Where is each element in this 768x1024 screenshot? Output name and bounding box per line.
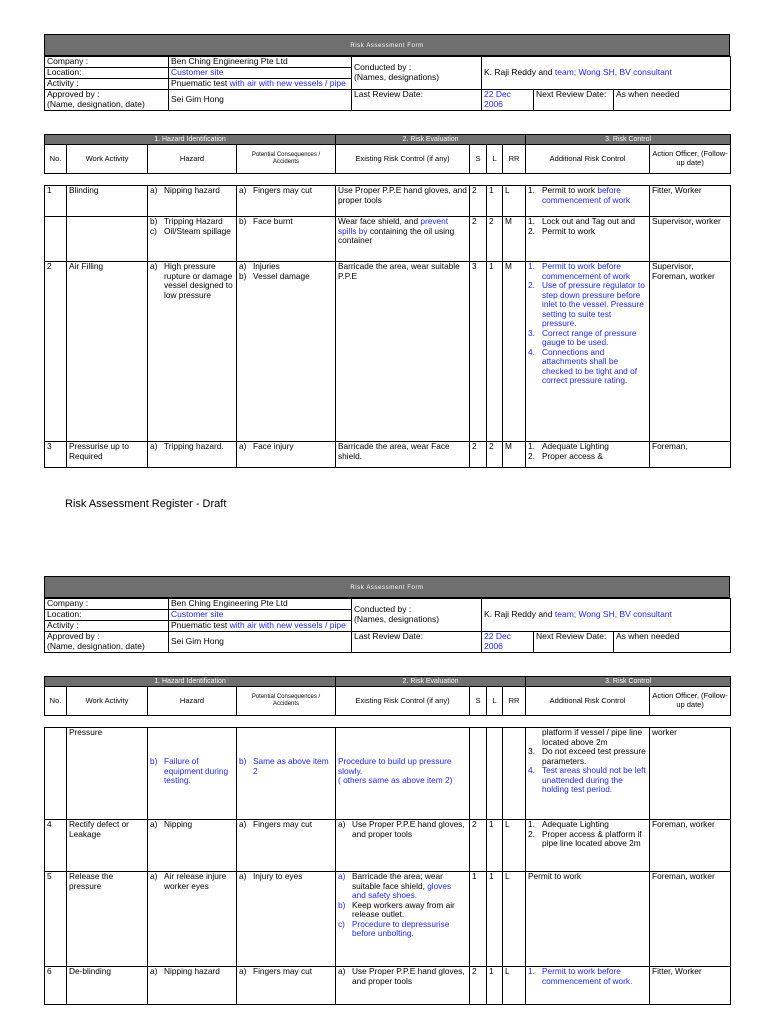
additional-control bbox=[526, 442, 650, 468]
conducted-value bbox=[482, 599, 731, 632]
hazard-cell bbox=[148, 728, 237, 820]
control-marker: 2. bbox=[528, 828, 535, 839]
conducted-team: team; Wong SH, BV consultant bbox=[554, 609, 672, 620]
next-review-label: Next Review Date: bbox=[534, 90, 614, 111]
hazard-text: Tripping Hazard bbox=[164, 216, 223, 226]
form-header-table bbox=[44, 56, 731, 111]
consequence-marker: a) bbox=[239, 819, 247, 829]
hazard-marker: b) bbox=[150, 756, 158, 766]
location-label: Location: bbox=[45, 610, 169, 621]
col-officer: Action Officer, (Follow-up date) bbox=[650, 687, 731, 716]
existing-control: Barricade the area, wear suitable P.P.E bbox=[336, 262, 470, 442]
consequence-marker: b) bbox=[239, 270, 247, 281]
control-marker: 2. bbox=[528, 225, 535, 236]
conducted-team: team; Wong SH, BV consultant bbox=[554, 67, 672, 78]
control-marker: 1. bbox=[528, 261, 535, 271]
risk-rows-2 bbox=[44, 727, 731, 1005]
register-table-2 bbox=[44, 676, 730, 1005]
existing-text: Use Proper P.P.E hand gloves, and proper tools bbox=[352, 966, 465, 986]
activity-value-a: Pnuematic test bbox=[171, 78, 228, 88]
company-label: Company : bbox=[45, 57, 169, 68]
col-l: L bbox=[487, 145, 503, 174]
action-officer: Foreman, bbox=[650, 442, 731, 468]
section-control: 3. Risk Control bbox=[526, 677, 731, 687]
action-officer: Foreman, worker bbox=[650, 820, 731, 872]
col-officer: Action Officer, (Follow-up date) bbox=[650, 145, 731, 174]
action-officer: Fitter, Worker bbox=[650, 186, 731, 217]
consequence-text: Fingers may cut bbox=[253, 185, 313, 195]
hazard-text: Nipping hazard bbox=[164, 966, 220, 976]
col-hazard: Hazard bbox=[148, 145, 237, 174]
approved-label: Approved by : (Name, designation, date) bbox=[45, 632, 169, 653]
approved-label: Approved by : (Name, designation, date) bbox=[45, 90, 169, 111]
work-activity: De-blinding bbox=[67, 967, 148, 1005]
col-additional: Additional Risk Control bbox=[526, 145, 650, 174]
section-evaluation: 2. Risk Evaluation bbox=[336, 677, 526, 687]
form-header-table bbox=[44, 598, 731, 653]
existing-text bbox=[352, 872, 467, 901]
row-number-empty bbox=[45, 728, 67, 820]
hazard-marker: a) bbox=[150, 185, 158, 195]
activity-value-b: with air with new vessels / pipe bbox=[229, 620, 346, 630]
control-marker: 3. bbox=[528, 327, 535, 338]
existing-text-a: Barricade the area; wear suitable face shield, bbox=[352, 871, 443, 891]
risk-table-2 bbox=[44, 676, 731, 716]
conducted-label: Conducted by : (Names, designations) bbox=[352, 57, 482, 90]
consequence-cell bbox=[237, 872, 336, 967]
consequence-marker: a) bbox=[239, 871, 247, 881]
conducted-name: K. Raji Reddy and bbox=[484, 609, 555, 620]
control-text-a: Permit to work bbox=[542, 261, 598, 271]
control-marker: 1. bbox=[528, 441, 535, 451]
severity: 2 bbox=[470, 442, 487, 468]
last-review-value: 22 Dec 2006 bbox=[482, 632, 534, 653]
existing-text-c: containing the oil using container bbox=[338, 225, 455, 246]
col-no: No. bbox=[45, 145, 67, 174]
risk-rating: L bbox=[503, 186, 526, 217]
hazard-text: Tripping hazard. bbox=[164, 441, 224, 451]
consequence-cell bbox=[237, 186, 336, 217]
table-row bbox=[45, 442, 731, 468]
consequence-marker: a) bbox=[239, 966, 247, 976]
table-row bbox=[45, 262, 731, 442]
existing-text-a: Wear face shield, and bbox=[338, 216, 421, 226]
location-value: Customer site bbox=[169, 610, 352, 621]
conducted-label: Conducted by : (Names, designations) bbox=[352, 599, 482, 632]
action-officer: Supervisor, Foreman, worker bbox=[650, 262, 731, 442]
existing-control bbox=[336, 217, 470, 262]
additional-control: Permit to work bbox=[526, 872, 650, 967]
control-text bbox=[542, 967, 647, 986]
row-number: 1 bbox=[45, 186, 67, 217]
action-officer: worker bbox=[650, 728, 731, 820]
risk-rating: L bbox=[503, 872, 526, 967]
work-activity: Rectify defect or Leakage bbox=[67, 820, 148, 872]
control-text: Proper access & bbox=[542, 450, 603, 461]
consequence-cell bbox=[237, 442, 336, 468]
form-title: Risk Assessment Form bbox=[44, 576, 730, 598]
additional-control bbox=[526, 186, 650, 217]
section-control: 3. Risk Control bbox=[526, 135, 731, 145]
col-l: L bbox=[487, 687, 503, 716]
risk-rating: M bbox=[503, 262, 526, 442]
severity: 3 bbox=[470, 262, 487, 442]
hazard-marker: a) bbox=[150, 261, 158, 271]
existing-marker: c) bbox=[338, 918, 345, 929]
hazard-marker: c) bbox=[150, 225, 157, 236]
additional-control bbox=[526, 820, 650, 872]
likelihood: 2 bbox=[487, 442, 503, 468]
col-s: S bbox=[470, 687, 487, 716]
consequence-marker: a) bbox=[239, 185, 247, 195]
action-officer: Supervisor, worker bbox=[650, 217, 731, 262]
consequence-cell bbox=[237, 217, 336, 262]
control-marker: 2. bbox=[528, 280, 535, 291]
control-text-b: before commencement of work bbox=[542, 261, 631, 281]
col-rr: RR bbox=[503, 145, 526, 174]
col-no: No. bbox=[45, 687, 67, 716]
row-number: 6 bbox=[45, 967, 67, 1005]
severity: 2 bbox=[470, 967, 487, 1005]
consequence-cell bbox=[237, 967, 336, 1005]
col-hazard: Hazard bbox=[148, 687, 237, 716]
consequence-text: Fingers may cut bbox=[253, 966, 313, 976]
col-s: S bbox=[470, 145, 487, 174]
last-review-label: Last Review Date: bbox=[352, 90, 482, 111]
hazard-cell bbox=[148, 186, 237, 217]
risk-rating: L bbox=[503, 967, 526, 1005]
col-activity: Work Activity bbox=[67, 687, 148, 716]
register-table-1 bbox=[44, 134, 730, 468]
register-caption: Risk Assessment Register - Draft bbox=[65, 498, 227, 510]
activity-value-b: with air with new vessels / pipe bbox=[229, 78, 346, 88]
section-hazard: 1. Hazard Identification bbox=[45, 135, 336, 145]
control-marker: 1. bbox=[528, 185, 535, 195]
control-text: Test areas should not be left unattended during the holding test period. bbox=[542, 765, 646, 795]
hazard-marker: a) bbox=[150, 966, 158, 976]
company-label: Company : bbox=[45, 599, 169, 610]
existing-marker: b) bbox=[338, 899, 346, 910]
hazard-text: Nipping hazard bbox=[164, 185, 220, 195]
work-activity: Pressure bbox=[67, 728, 148, 820]
table-row bbox=[45, 217, 731, 262]
existing-text-b: prevent spills by bbox=[338, 216, 449, 236]
risk-rows-1 bbox=[44, 185, 731, 468]
control-marker: 2. bbox=[528, 450, 535, 461]
col-existing: Existing Risk Control (if any) bbox=[336, 687, 470, 716]
work-activity: Pressurise up to Required bbox=[67, 442, 148, 468]
next-review-label: Next Review Date: bbox=[534, 632, 614, 653]
control-text: Proper access & platform if pipe line located above 2m bbox=[542, 828, 642, 849]
severity: 2 bbox=[470, 820, 487, 872]
additional-control bbox=[526, 217, 650, 262]
existing-text: Use Proper P.P.E hand gloves, and proper tools bbox=[352, 819, 465, 839]
next-review-value: As when needed bbox=[614, 632, 731, 653]
existing-control bbox=[336, 967, 470, 1005]
hazard-cell bbox=[148, 820, 237, 872]
severity: 2 bbox=[470, 186, 487, 217]
risk-form-1 bbox=[44, 34, 730, 111]
col-consequences: Potential Consequences / Accidents bbox=[237, 145, 336, 174]
control-marker: 4. bbox=[528, 765, 535, 776]
consequence-marker: a) bbox=[239, 261, 247, 271]
additional-control bbox=[526, 262, 650, 442]
row-number: 3 bbox=[45, 442, 67, 468]
consequence-marker: b) bbox=[239, 756, 247, 766]
severity-empty bbox=[470, 728, 487, 820]
hazard-marker: a) bbox=[150, 441, 158, 451]
existing-text: Keep workers away from air release outlet. bbox=[352, 899, 455, 920]
severity: 1 bbox=[470, 872, 487, 967]
consequence-text: Injuries bbox=[253, 261, 280, 271]
consequence-text: Face injury bbox=[253, 441, 294, 451]
consequence-text: Vessel damage bbox=[253, 270, 310, 281]
likelihood: 2 bbox=[487, 217, 503, 262]
work-activity: Blinding bbox=[67, 186, 148, 217]
existing-control: Barricade the area, wear Face shield. bbox=[336, 442, 470, 468]
row-number: 4 bbox=[45, 820, 67, 872]
control-text bbox=[542, 186, 647, 205]
existing-text-b: gloves and safety shoes. bbox=[352, 880, 452, 901]
control-marker: 4. bbox=[528, 346, 535, 357]
severity: 2 bbox=[470, 217, 487, 262]
consequence-marker: a) bbox=[239, 441, 247, 451]
hazard-cell bbox=[148, 967, 237, 1005]
table-row bbox=[45, 820, 731, 872]
conducted-value bbox=[482, 57, 731, 90]
control-text: Correct range of pressure gauge to be used. bbox=[542, 327, 637, 348]
col-activity: Work Activity bbox=[67, 145, 148, 174]
control-text: Adequate Lighting bbox=[542, 441, 609, 451]
consequence-text: Fingers may cut bbox=[253, 819, 313, 829]
existing-marker: a) bbox=[338, 966, 346, 976]
hazard-cell bbox=[148, 262, 237, 442]
existing-text: Procedure to depressurise before unbolting. bbox=[352, 918, 450, 939]
row-number: 5 bbox=[45, 872, 67, 967]
control-text: Lock out and Tag out and bbox=[542, 216, 636, 226]
row-number: 2 bbox=[45, 262, 67, 442]
approved-value: Sei Gim Hong bbox=[169, 632, 352, 653]
control-marker: 3. bbox=[528, 746, 535, 757]
col-additional: Additional Risk Control bbox=[526, 687, 650, 716]
consequence-cell bbox=[237, 820, 336, 872]
control-text: Connections and attachments shall be checked to be tight and of correct pressure rating. bbox=[542, 346, 638, 386]
company-value: Ben Ching Engineering Pte Ltd bbox=[169, 57, 352, 68]
row-number-empty bbox=[45, 217, 67, 262]
risk-rating: M bbox=[503, 442, 526, 468]
existing-control bbox=[336, 820, 470, 872]
additional-control bbox=[526, 967, 650, 1005]
consequence-cell bbox=[237, 728, 336, 820]
risk-rating-empty bbox=[503, 728, 526, 820]
last-review-value: 22 Dec 2006 bbox=[482, 90, 534, 111]
action-officer: Foreman, worker bbox=[650, 872, 731, 967]
existing-control bbox=[336, 872, 470, 967]
activity-label: Activity : bbox=[45, 79, 169, 90]
consequence-marker: b) bbox=[239, 216, 247, 226]
existing-control bbox=[336, 728, 470, 820]
likelihood: 1 bbox=[487, 820, 503, 872]
activity-value bbox=[169, 79, 352, 90]
control-text bbox=[542, 262, 647, 281]
hazard-text: Air release injure worker eyes bbox=[164, 871, 227, 891]
control-text: Use of pressure regulator to step down pressure before inlet to the vessel. Pressure setting to suite test pressure. bbox=[542, 280, 645, 329]
company-value: Ben Ching Engineering Pte Ltd bbox=[169, 599, 352, 610]
control-text-b: before commencement of work. bbox=[542, 966, 633, 986]
table-row bbox=[45, 872, 731, 967]
col-rr: RR bbox=[503, 687, 526, 716]
table-row bbox=[45, 967, 731, 1005]
table-row bbox=[45, 186, 731, 217]
additional-control bbox=[526, 728, 650, 820]
hazard-text: Nipping bbox=[164, 819, 193, 829]
risk-table-1 bbox=[44, 134, 731, 174]
conducted-name: K. Raji Reddy and bbox=[484, 67, 555, 78]
hazard-cell bbox=[148, 442, 237, 468]
control-marker: 1. bbox=[528, 216, 535, 226]
work-activity: Release the pressure bbox=[67, 872, 148, 967]
likelihood: 1 bbox=[487, 967, 503, 1005]
control-marker: 1. bbox=[528, 819, 535, 829]
existing-control: Use Proper P.P.E hand gloves, and proper tools bbox=[336, 186, 470, 217]
consequence-text: Face burnt bbox=[253, 216, 293, 226]
activity-value-a: Pnuematic test bbox=[171, 620, 228, 630]
existing-marker: a) bbox=[338, 819, 346, 829]
risk-rating: L bbox=[503, 820, 526, 872]
last-review-label: Last Review Date: bbox=[352, 632, 482, 653]
work-activity: Air Filling bbox=[67, 262, 148, 442]
action-officer: Fitter, Worker bbox=[650, 967, 731, 1005]
hazard-text: Failure of equipment during testing. bbox=[164, 756, 229, 786]
existing-marker: a) bbox=[338, 871, 346, 881]
control-text: platform if vessel / pipe line located above 2m bbox=[542, 727, 643, 747]
control-text: Permit to work bbox=[542, 225, 596, 236]
hazard-text: Oil/Steam spillage bbox=[164, 225, 231, 236]
control-text: Do not exceed test pressure parameters. bbox=[542, 746, 646, 766]
hazard-marker: a) bbox=[150, 871, 158, 881]
work-activity-empty bbox=[67, 217, 148, 262]
table-row bbox=[45, 728, 731, 820]
consequence-text: Injury to eyes bbox=[253, 871, 303, 881]
likelihood-empty bbox=[487, 728, 503, 820]
consequence-text: Same as above item 2 bbox=[253, 756, 329, 776]
activity-value bbox=[169, 621, 352, 632]
location-label: Location: bbox=[45, 68, 169, 79]
section-hazard: 1. Hazard Identification bbox=[45, 677, 336, 687]
control-text-a: Permit to work bbox=[542, 185, 598, 195]
col-consequences: Potential Consequences / Accidents bbox=[237, 687, 336, 716]
hazard-cell bbox=[148, 217, 237, 262]
risk-rating: M bbox=[503, 217, 526, 262]
likelihood: 1 bbox=[487, 186, 503, 217]
col-existing: Existing Risk Control (if any) bbox=[336, 145, 470, 174]
section-evaluation: 2. Risk Evaluation bbox=[336, 135, 526, 145]
form-title: Risk Assessment Form bbox=[44, 34, 730, 56]
control-text-a: Permit to work bbox=[542, 966, 598, 976]
activity-label: Activity : bbox=[45, 621, 169, 632]
control-text: Adequate Lighting bbox=[542, 819, 609, 829]
control-marker: 1. bbox=[528, 966, 535, 976]
hazard-text: High pressure rupture or damage vessel designed to low pressure bbox=[164, 261, 233, 300]
likelihood: 1 bbox=[487, 262, 503, 442]
likelihood: 1 bbox=[487, 872, 503, 967]
approved-value: Sei Gim Hong bbox=[169, 90, 352, 111]
hazard-marker: a) bbox=[150, 819, 158, 829]
existing-text: Procedure to build up pressure slowly. ( others same as above item 2) bbox=[338, 756, 453, 786]
hazard-marker: b) bbox=[150, 216, 158, 226]
hazard-cell bbox=[148, 872, 237, 967]
next-review-value: As when needed bbox=[614, 90, 731, 111]
risk-form-2 bbox=[44, 576, 730, 653]
consequence-cell bbox=[237, 262, 336, 442]
location-value: Customer site bbox=[169, 68, 352, 79]
control-text-b: before commencement of work bbox=[542, 185, 631, 205]
